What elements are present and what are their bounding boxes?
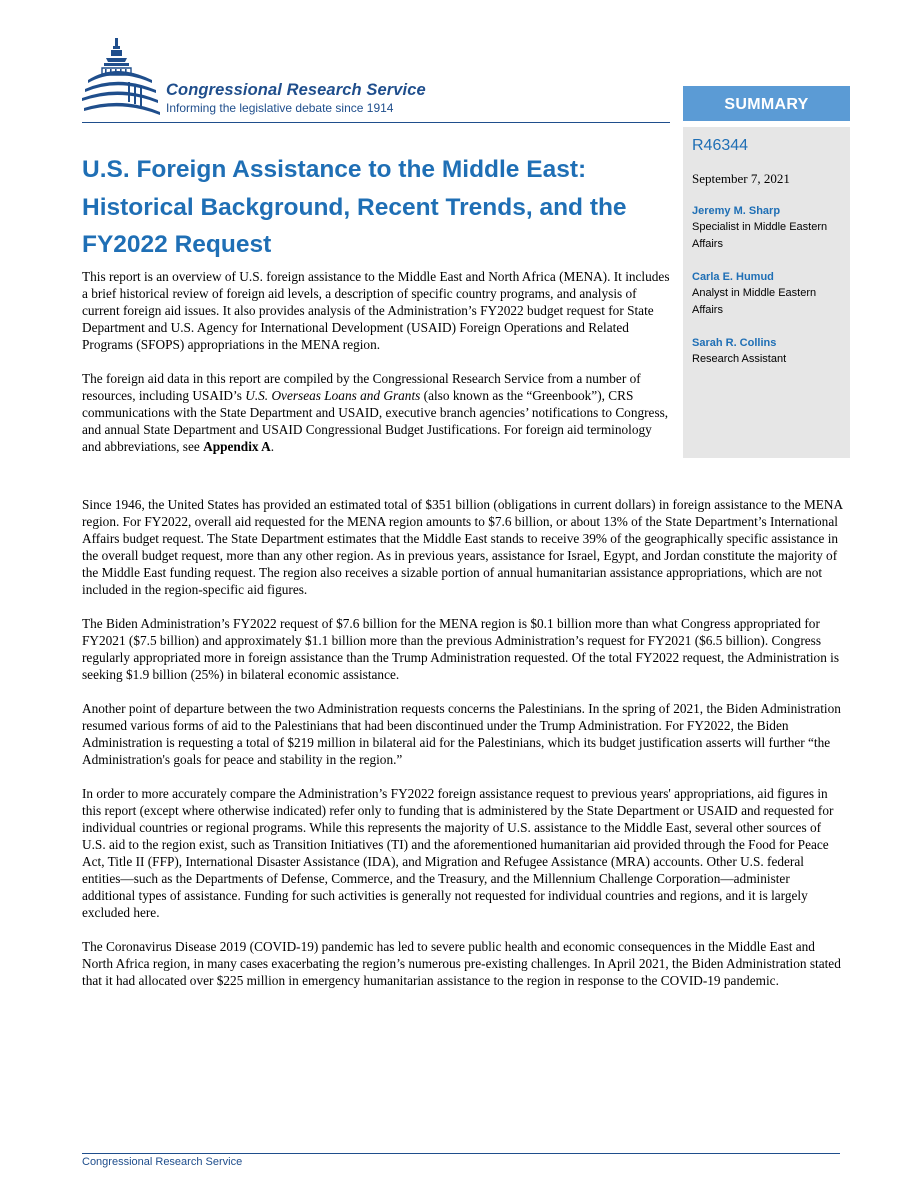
body-paragraph: The Coronavirus Disease 2019 (COVID-19) pandemic has led to severe public health and economic consequences in the Middle East and North Africa region, in many cases exacerbating the region’s numerous pre-existing challenges. In April 2021, the Biden Administration stated that it had allocated over $225 million in emergency humanitarian assistance to the region in response to the COVID-19 pandemic. [82,939,841,988]
brand-tagline: Informing the legislative debate since 1914 [166,101,394,115]
greenbook-title: U.S. Overseas Loans and Grants [245,388,421,403]
body-paragraph: In order to more accurately compare the Administration’s FY2022 foreign assistance request to previous years' appropriations, aid figures in this report (except where otherwise indicated) refer only to funding that is administered by the State Department or USAID and requested for individual countries or regional programs. While this represents the majority of U.S. assistance to the Middle East, several other sources of U.S. aid to the region exist, such as Transition Initiatives (TI) and the aforementioned humanitarian aid provided through the Food for Peace Act, Title II (FFP), International Disaster Assistance (IDA), and Migration and Refugee Assistance (MRA) accounts. Other U.S. federal entities—such as the Departments of Defense, Commerce, and the Treasury, and the Millennium Challenge Corporation—administer additional types of assistance. Funding for such activities is generally not requested for individual countries and regions, and it is largely excluded here. [82,786,834,920]
author-role: Research Assistant [692,353,787,365]
crs-logo [82,34,482,124]
summary-heading: SUMMARY [683,86,850,121]
author-name: Sarah R. Collins [692,337,777,349]
footer-divider [82,1153,840,1154]
text-run: (also known as the “Greenbook”), CRS communications with the State Department and USAID, executive branch agencies’ notifications to Congress, and annual State Department and USAID Congressional Budget Justifications. For foreign aid terminology and abbreviations, see [82,388,669,454]
author-name: Carla E. Humud [692,271,774,283]
summary-sidebar [683,86,850,458]
summary-body [82,496,844,989]
intro-paragraph-sources [82,370,672,455]
text-run: . [270,439,275,454]
report-date: September 7, 2021 [692,171,790,186]
author [692,269,841,318]
author [692,335,841,368]
body-paragraph: Since 1946, the United States has provided an estimated total of $351 billion (obligations in current dollars) in foreign assistance to the MENA region. For FY2022, overall aid requested for the MENA region amounts to $7.6 billion, or about 13% of the State Department’s International Affairs budget request. The State Department estimates that the Middle East stands to receive 39% of the geographically specific assistance in the overall budget request, more than any other region. As in previous years, assistance for Israel, Egypt, and Jordan constitute the majority of the Middle East funding request. The region also receives a sizable portion of annual humanitarian assistance appropriations, which are not included in the region-specific aid figures. [82,497,843,597]
text-run: The foreign aid data in this report are compiled by the Congressional Research Service from a number of resources, including USAID’s [82,371,641,403]
appendix-reference: Appendix A [203,439,271,454]
author-name: Jeremy M. Sharp [692,205,781,217]
brand-name: Congressional Research Service [166,81,426,99]
header-divider [82,122,670,123]
page-footer: Congressional Research Service [82,1156,243,1168]
author-role: Analyst in Middle Eastern Affairs [692,287,817,316]
report-number: R46344 [692,137,749,154]
author-role: Specialist in Middle Eastern Affairs [692,221,828,250]
body-paragraph: Another point of departure between the two Administration requests concerns the Palestinians. In the spring of 2021, the Biden Administration resumed various forms of aid to the Palestinians that had been discontinued under the Trump Administration. For FY2022, the Biden Administration is requesting a total of $219 million in bilateral aid for the Palestinians, which its budget justification asserts will further “the Administration's goals for peace and stability in the region.” [82,701,841,767]
intro-paragraph: This report is an overview of U.S. foreign assistance to the Middle East and North Africa (MENA). It includes a brief historical review of foreign aid levels, a description of specific country programs, and analysis of current foreign aid issues. It also provides analysis of the Administration’s FY2022 budget request for State Department and U.S. Agency for International Development (USAID) Foreign Operations and Related Programs (SFOPS) appropriations in the MENA region. [82,269,670,352]
summary-intro [82,268,672,455]
body-paragraph: The Biden Administration’s FY2022 request of $7.6 billion for the MENA region is $0.1 billion more than what Congress appropriated for FY2021 ($7.5 billion) and approximately $1.1 billion more than the previous Administration’s request for FY2021 ($6.5 billion). Congress regularly appropriated more in foreign assistance than the Trump Administration requested. Of the total FY2022 request, the Administration is seeking $1.9 billion (25%) in bilateral economic assistance. [82,616,840,682]
author [692,203,841,252]
capitol-dome-icon [82,34,162,124]
report-title: U.S. Foreign Assistance to the Middle East: Historical Background, Recent Trends, and the FY2022 Request [82,156,627,258]
